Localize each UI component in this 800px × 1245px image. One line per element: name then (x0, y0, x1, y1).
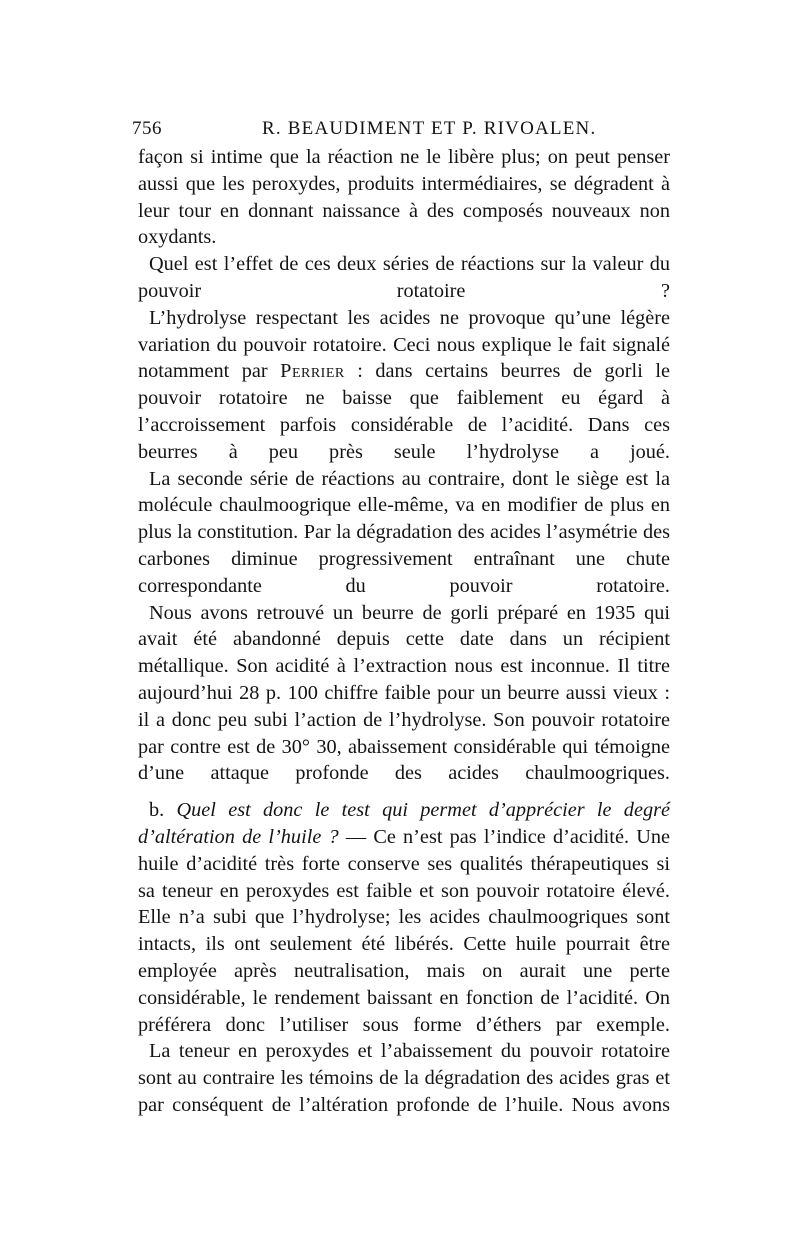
paragraph-hydrolysis-text-before: L’hydrolyse respectant les acides ne provoque qu’une légère variation du pouvoir rotatoire. Ceci nous explique le fait signalé notamment par (138, 306, 670, 383)
paragraph-question-rotatory-power: Quel est l’effet de ces deux séries de réactions sur la valeur du pouvoir rotatoire ? (138, 253, 670, 302)
page-number: 756 (132, 118, 162, 139)
section-label: b. (149, 799, 165, 822)
paragraph-hydrolysis (138, 305, 670, 466)
em-dash: — (345, 825, 367, 848)
author-name: Perrier (280, 360, 345, 383)
paragraph-gorli-butter: Nous avons retrouvé un beurre de gorli préparé en 1935 qui avait été abandonné depuis cette date dans un récipient métallique. Son acidité à l’extraction nous est inconnue. Il titre aujourd’hui 28 p. 100 chiffre faible pour un beurre aussi vieux : il a donc peu subi l’action de l’hydrolyse. Son pouvoir rotatoire par contre est de 30° 30, abaissement considérable qui témoigne d’une attaque profonde des acides chaulmoogriques. (138, 601, 670, 785)
paragraph-section-b (138, 797, 670, 1038)
running-title: R. BEAUDIMENT ET P. RIVOALEN. (262, 118, 597, 139)
paragraph-continued: façon si intime que la réaction ne le libère plus; on peut penser aussi que les peroxydes, produits intermédiaires, se dégradent à leur tour en donnant naissance à des composés nouveaux non oxydants. (138, 146, 670, 249)
book-page (132, 110, 670, 1119)
section-b-text: Ce n’est pas l’indice d’acidité. Une huile d’acidité très forte conserve ses qualités thérapeutiques si sa teneur en peroxydes est faible et son pouvoir rotatoire élevé. Elle n’a subi que l’hydrolyse; les acides chaulmoogriques sont intacts, ils ont seulement été libérés. Cette huile pourrait être employée après neutralisation, mais on aurait une perte considérable, le rendement baissant en fonction de l’acidité. On préférera donc l’utiliser sous forme d’éthers par exemple. (138, 825, 670, 1036)
paragraph-second-series: La seconde série de réactions au contraire, dont le siège est la molécule chaulmoogrique elle-même, va en modifier de plus en plus la constitution. Par la dégradation des acides l’asymétrie des carbones diminue progressivement entraînant une chute correspondante du pouvoir rotatoire. (138, 467, 670, 597)
running-head (132, 110, 670, 144)
section-question: Quel est donc le test qui permet d’apprécier le degré d’altération de l’huile ? (138, 799, 670, 848)
paragraph-hydrolysis-text-after: : dans certains beurres de gorli le pouvoir rotatoire ne baisse que faiblement eu égard à l’accroissement parfois considérable de l’acidité. Dans ces beurres à peu près seule l’hydrolyse a joué. (138, 360, 670, 463)
paragraph-peroxides: La teneur en peroxydes et l’abaissement du pouvoir rotatoire sont au contraire les témoins de la dégradation des acides gras et par conséquent de l’altération profonde de l’huile. Nous avons (138, 1040, 670, 1116)
